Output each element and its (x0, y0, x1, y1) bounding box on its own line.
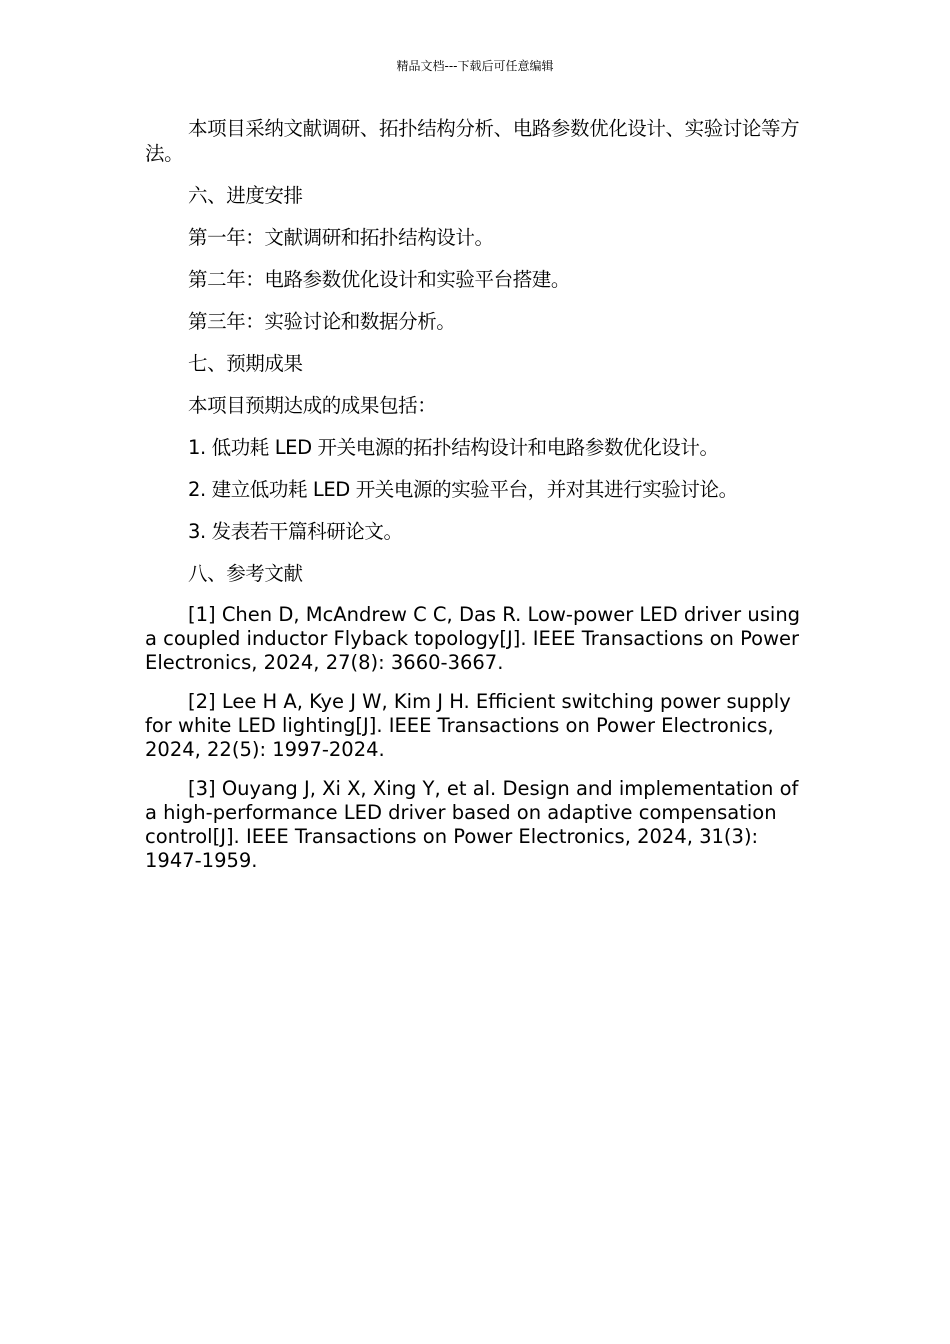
schedule-year-2: 第二年：电路参数优化设计和实验平台搭建。 (188, 268, 571, 291)
document-body (145, 116, 805, 888)
section-heading-references: 八、参考文献 (188, 562, 303, 585)
reference-item-3: [3] Ouyang J, Xi X, Xing Y, et al. Design and implementation of a high-performance LED driver based on adaptive compensation control[J]. IEEE Transactions on Power Electronics, 2024, 31(3): 1947-1959. (145, 777, 799, 872)
outcome-item-1: 1. 低功耗 LED 开关电源的拓扑结构设计和电路参数优化设计。 (188, 436, 719, 459)
outcomes-intro: 本项目预期达成的成果包括： (188, 394, 437, 417)
reference-item-2: [2] Lee H A, Kye J W, Kim J H. Efficient switching power supply for white LED lighting[J]. IEEE Transactions on Power Electronics, 2024, 22(5): 1997-2024. (145, 690, 791, 761)
schedule-year-3: 第三年：实验讨论和数据分析。 (188, 310, 456, 333)
outcome-item-3: 3. 发表若干篇科研论文。 (188, 520, 403, 543)
schedule-year-1: 第一年：文献调研和拓扑结构设计。 (188, 226, 494, 249)
section-heading-schedule: 六、进度安排 (188, 184, 303, 207)
methods-paragraph: 本项目采纳文献调研、拓扑结构分析、电路参数优化设计、实验讨论等方法。 (145, 117, 800, 165)
outcome-item-2: 2. 建立低功耗 LED 开关电源的实验平台，并对其进行实验讨论。 (188, 478, 738, 501)
reference-item-1: [1] Chen D, McAndrew C C, Das R. Low-power LED driver using a coupled inductor Flyback topology[J]. IEEE Transactions on Power Electronics, 2024, 27(8): 3660-3667. (145, 603, 801, 674)
page-header: 精品文档---下载后可任意编辑 (396, 59, 554, 73)
section-heading-outcomes: 七、预期成果 (188, 352, 303, 375)
